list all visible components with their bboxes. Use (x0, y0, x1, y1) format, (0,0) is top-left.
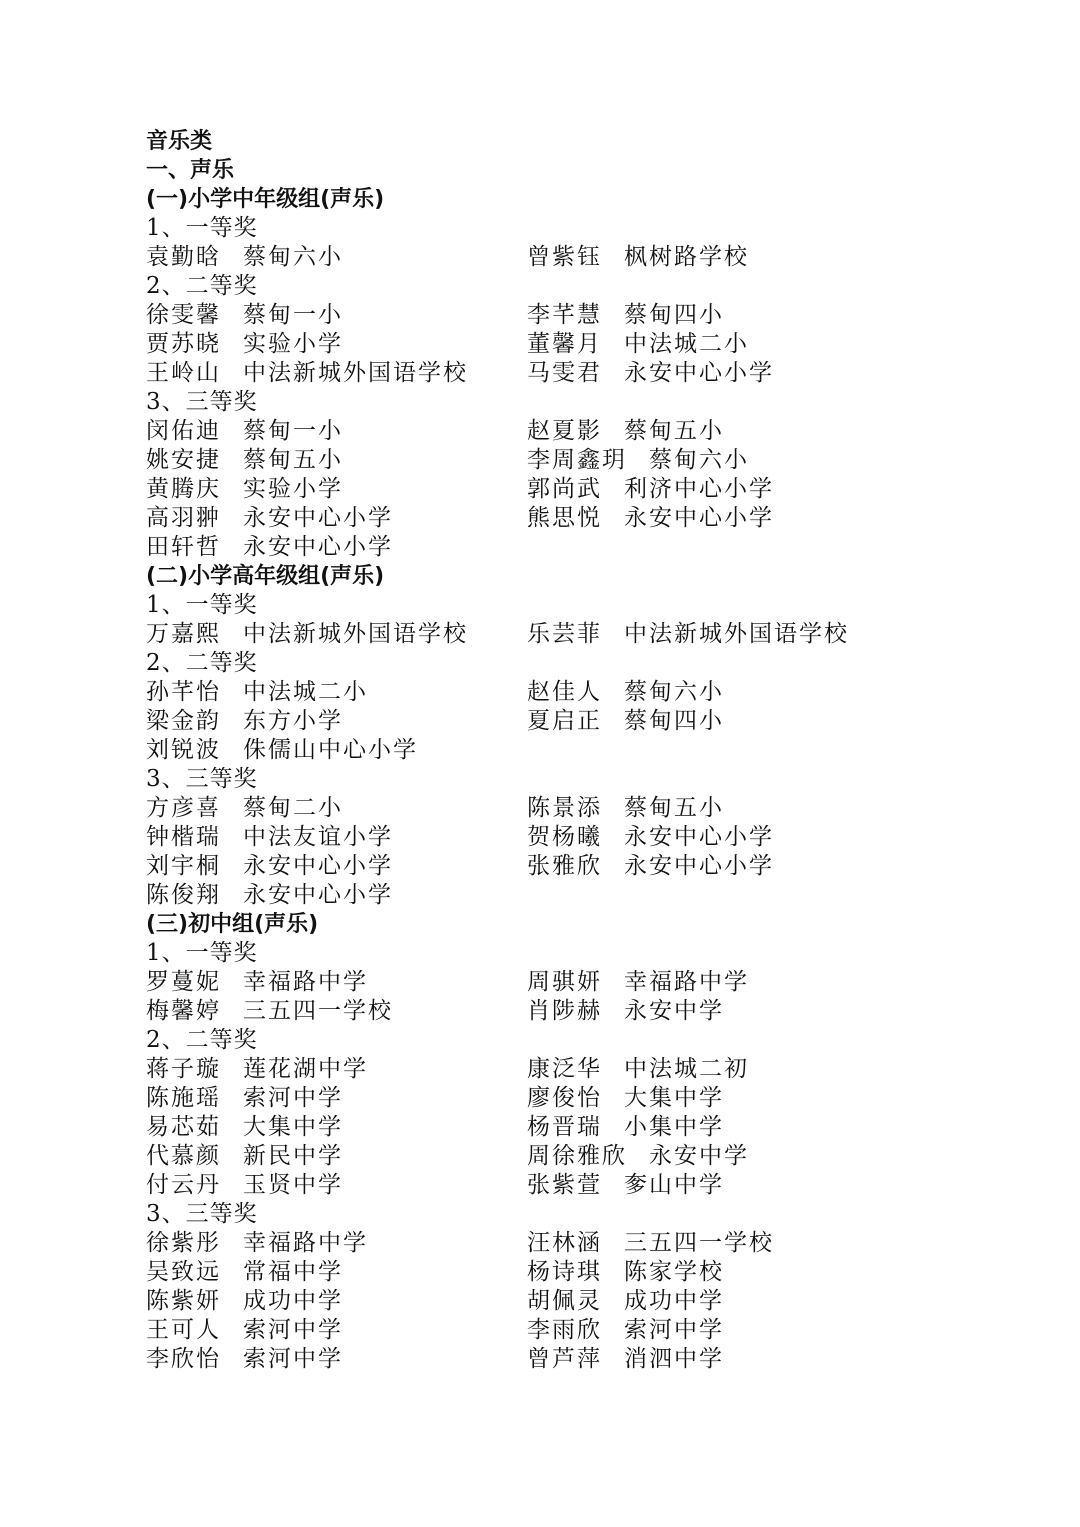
winner-name: 杨晋瑞 (527, 1114, 602, 1140)
winner-entry (146, 533, 393, 562)
winner-school: 新民中学 (243, 1143, 343, 1169)
winner-school: 成功中学 (624, 1288, 724, 1314)
winner-entry (146, 359, 468, 388)
winner-name: 李欣怡 (146, 1346, 221, 1372)
winner-entry (146, 417, 343, 446)
winner-school: 永安中心小学 (243, 505, 393, 531)
winner-entry (527, 475, 774, 504)
winner-school: 三五四一学校 (624, 1230, 774, 1256)
winner-school: 蔡甸五小 (624, 418, 724, 444)
winner-name: 周骐妍 (527, 969, 602, 995)
winner-name: 张雅欣 (527, 853, 602, 879)
winner-school: 蔡甸一小 (243, 302, 343, 328)
winner-school: 永安中心小学 (624, 505, 774, 531)
winner-name: 熊思悦 (527, 505, 602, 531)
winner-school: 中法城二小 (624, 331, 749, 357)
winner-entry (527, 823, 774, 852)
winner-entry (527, 794, 724, 823)
winner-entry (146, 330, 343, 359)
winner-school: 蔡甸二小 (243, 795, 343, 821)
winner-school: 索河中学 (624, 1317, 724, 1343)
winner-school: 蔡甸六小 (243, 244, 343, 270)
winner-school: 三五四一学校 (243, 998, 393, 1024)
winner-school: 永安中心小学 (243, 534, 393, 560)
winner-entry (146, 446, 343, 475)
winner-school: 利济中心小学 (624, 476, 774, 502)
winner-row (146, 1258, 1046, 1287)
winner-row (146, 1142, 1046, 1171)
winner-name: 田轩哲 (146, 534, 221, 560)
winner-school: 莲花湖中学 (243, 1056, 368, 1082)
winner-entry (146, 1345, 343, 1374)
winner-row (146, 707, 1046, 736)
winner-name: 徐雯馨 (146, 302, 221, 328)
winner-row (146, 417, 1046, 446)
winner-row (146, 736, 1046, 765)
winner-entry (146, 1113, 343, 1142)
winner-school: 幸福路中学 (243, 1230, 368, 1256)
winner-school: 中法新城外国语学校 (624, 621, 849, 647)
winner-entry (527, 1345, 724, 1374)
winner-entry (146, 1258, 343, 1287)
winner-name: 蒋子璇 (146, 1056, 221, 1082)
award-level: 2、二等奖 (146, 273, 258, 299)
winner-entry (146, 475, 343, 504)
winner-name: 董馨月 (527, 331, 602, 357)
winner-entry (146, 794, 343, 823)
winner-school: 枫树路学校 (624, 244, 749, 270)
winner-row (146, 1171, 1046, 1200)
groups-container (146, 185, 1046, 1374)
winner-name: 钟楷瑞 (146, 824, 221, 850)
winner-name: 梅馨婷 (146, 998, 221, 1024)
winner-row (146, 1345, 1046, 1374)
winner-entry (527, 1142, 749, 1171)
winner-school: 大集中学 (624, 1085, 724, 1111)
winner-name: 胡佩灵 (527, 1288, 602, 1314)
winner-name: 汪林涵 (527, 1230, 602, 1256)
winner-name: 陈施瑶 (146, 1085, 221, 1111)
winner-school: 常福中学 (243, 1259, 343, 1285)
winner-name: 赵夏影 (527, 418, 602, 444)
winner-name: 刘宇桐 (146, 853, 221, 879)
winner-name: 贾苏晓 (146, 331, 221, 357)
award-level: 1、一等奖 (146, 215, 258, 241)
winner-entry (146, 1142, 343, 1171)
winner-entry (527, 243, 749, 272)
winner-entry (527, 678, 724, 707)
winner-row (146, 823, 1046, 852)
winner-entry (527, 1113, 724, 1142)
winner-name: 廖俊怡 (527, 1085, 602, 1111)
winner-entry (527, 417, 724, 446)
winner-entry (527, 1258, 724, 1287)
winner-name: 李芊慧 (527, 302, 602, 328)
winner-entry (146, 1287, 343, 1316)
winner-row (146, 1287, 1046, 1316)
winner-school: 消泗中学 (624, 1346, 724, 1372)
winner-school: 中法新城外国语学校 (243, 621, 468, 647)
winner-name: 夏启正 (527, 708, 602, 734)
winner-name: 徐紫彤 (146, 1230, 221, 1256)
winner-row (146, 475, 1046, 504)
winner-row (146, 997, 1046, 1026)
winner-name: 刘锐波 (146, 737, 221, 763)
winner-entry (527, 446, 749, 475)
winner-school: 中法城二初 (624, 1056, 749, 1082)
winner-school: 永安中学 (649, 1143, 749, 1169)
group-title: (二)小学高年级组(声乐) (146, 564, 385, 589)
award-level: 1、一等奖 (146, 592, 258, 618)
winner-school: 中法友谊小学 (243, 824, 393, 850)
winner-name: 曾紫钰 (527, 244, 602, 270)
winner-entry (146, 243, 343, 272)
winner-entry (146, 1229, 368, 1258)
award-level: 3、三等奖 (146, 766, 258, 792)
winner-entry (527, 1084, 724, 1113)
winner-school: 中法城二小 (243, 679, 368, 705)
winner-entry (146, 1316, 343, 1345)
winner-entry (527, 1229, 774, 1258)
winner-entry (146, 1084, 343, 1113)
winner-school: 蔡甸一小 (243, 418, 343, 444)
winner-entry (146, 1171, 343, 1200)
winner-school: 成功中学 (243, 1288, 343, 1314)
winner-school: 陈家学校 (624, 1259, 724, 1285)
winner-name: 陈景添 (527, 795, 602, 821)
winner-entry (527, 504, 774, 533)
winner-entry (146, 301, 343, 330)
winner-school: 索河中学 (243, 1346, 343, 1372)
winner-row (146, 968, 1046, 997)
category-heading: 音乐类 (146, 129, 213, 154)
winner-row (146, 881, 1046, 910)
award-level: 1、一等奖 (146, 940, 258, 966)
winner-row (146, 620, 1046, 649)
winner-name: 陈紫妍 (146, 1288, 221, 1314)
winner-entry (527, 997, 724, 1026)
winner-row (146, 852, 1046, 881)
award-level: 2、二等奖 (146, 1027, 258, 1053)
winner-entry (527, 852, 774, 881)
award-list-document (146, 127, 1046, 1374)
winner-name: 王岭山 (146, 360, 221, 386)
winner-row (146, 678, 1046, 707)
winner-name: 赵佳人 (527, 679, 602, 705)
winner-name: 郭尚武 (527, 476, 602, 502)
winner-school: 玉贤中学 (243, 1172, 343, 1198)
winner-school: 奓山中学 (624, 1172, 724, 1198)
winner-entry (146, 852, 393, 881)
award-level: 3、三等奖 (146, 389, 258, 415)
winner-school: 蔡甸四小 (624, 302, 724, 328)
winner-name: 贺杨曦 (527, 824, 602, 850)
winner-school: 蔡甸四小 (624, 708, 724, 734)
winner-school: 永安中心小学 (243, 853, 393, 879)
winner-school: 幸福路中学 (243, 969, 368, 995)
winner-name: 马雯君 (527, 360, 602, 386)
winner-school: 大集中学 (243, 1114, 343, 1140)
winner-entry (527, 301, 724, 330)
winner-school: 永安中心小学 (243, 882, 393, 908)
winner-entry (146, 823, 393, 852)
winner-entry (146, 504, 393, 533)
winner-entry (146, 881, 393, 910)
winner-row (146, 301, 1046, 330)
winner-name: 梁金韵 (146, 708, 221, 734)
winner-entry (527, 359, 774, 388)
winner-entry (146, 997, 393, 1026)
winner-name: 闵佑迪 (146, 418, 221, 444)
group-title: (三)初中组(声乐) (146, 912, 319, 937)
winner-name: 李周鑫玥 (527, 447, 627, 473)
winner-row (146, 1229, 1046, 1258)
winner-entry (146, 620, 468, 649)
winner-name: 方彦喜 (146, 795, 221, 821)
winner-school: 永安中心小学 (624, 360, 774, 386)
winner-row (146, 330, 1046, 359)
winner-row (146, 1316, 1046, 1345)
winner-name: 姚安捷 (146, 447, 221, 473)
winner-name: 黄腾庆 (146, 476, 221, 502)
winner-name: 周徐雅欣 (527, 1143, 627, 1169)
winner-name: 孙芊怡 (146, 679, 221, 705)
group-title: (一)小学中年级组(声乐) (146, 187, 385, 212)
winner-name: 乐芸菲 (527, 621, 602, 647)
winner-row (146, 1113, 1046, 1142)
winner-name: 袁勤晗 (146, 244, 221, 270)
winner-school: 小集中学 (624, 1114, 724, 1140)
winner-name: 代慕颜 (146, 1143, 221, 1169)
winner-name: 杨诗琪 (527, 1259, 602, 1285)
winner-entry (527, 707, 724, 736)
winner-entry (527, 1316, 724, 1345)
winner-row (146, 446, 1046, 475)
winner-school: 永安中心小学 (624, 853, 774, 879)
winner-school: 永安中心小学 (624, 824, 774, 850)
winner-name: 高羽翀 (146, 505, 221, 531)
winner-entry (527, 1171, 724, 1200)
winner-name: 曾芦萍 (527, 1346, 602, 1372)
winner-school: 蔡甸六小 (624, 679, 724, 705)
winner-school: 实验小学 (243, 476, 343, 502)
winner-entry (146, 707, 343, 736)
winner-entry (527, 330, 749, 359)
winner-school: 中法新城外国语学校 (243, 360, 468, 386)
winner-name: 易芯茹 (146, 1114, 221, 1140)
winner-school: 蔡甸五小 (243, 447, 343, 473)
winner-school: 永安中学 (624, 998, 724, 1024)
winner-name: 罗蔓妮 (146, 969, 221, 995)
winner-row (146, 533, 1046, 562)
winner-name: 肖陟赫 (527, 998, 602, 1024)
section-heading: 一、声乐 (146, 158, 235, 183)
winner-name: 康泛华 (527, 1056, 602, 1082)
winner-name: 陈俊翔 (146, 882, 221, 908)
winner-row (146, 359, 1046, 388)
award-level: 3、三等奖 (146, 1201, 258, 1227)
winner-entry (527, 1287, 724, 1316)
winner-row (146, 243, 1046, 272)
winner-name: 张紫萱 (527, 1172, 602, 1198)
winner-school: 蔡甸六小 (649, 447, 749, 473)
winner-name: 王可人 (146, 1317, 221, 1343)
winner-entry (527, 1055, 749, 1084)
winner-school: 侏儒山中心小学 (243, 737, 418, 763)
winner-school: 实验小学 (243, 331, 343, 357)
winner-entry (146, 1055, 368, 1084)
award-level: 2、二等奖 (146, 650, 258, 676)
winner-row (146, 504, 1046, 533)
winner-row (146, 794, 1046, 823)
winner-row (146, 1084, 1046, 1113)
winner-school: 幸福路中学 (624, 969, 749, 995)
winner-entry (146, 968, 368, 997)
winner-school: 东方小学 (243, 708, 343, 734)
winner-name: 李雨欣 (527, 1317, 602, 1343)
winner-row (146, 1055, 1046, 1084)
winner-school: 索河中学 (243, 1317, 343, 1343)
winner-entry (527, 968, 749, 997)
winner-school: 蔡甸五小 (624, 795, 724, 821)
winner-name: 吴致远 (146, 1259, 221, 1285)
winner-entry (527, 620, 849, 649)
winner-entry (146, 736, 418, 765)
winner-school: 索河中学 (243, 1085, 343, 1111)
winner-entry (146, 678, 368, 707)
winner-name: 付云丹 (146, 1172, 221, 1198)
winner-name: 万嘉熙 (146, 621, 221, 647)
